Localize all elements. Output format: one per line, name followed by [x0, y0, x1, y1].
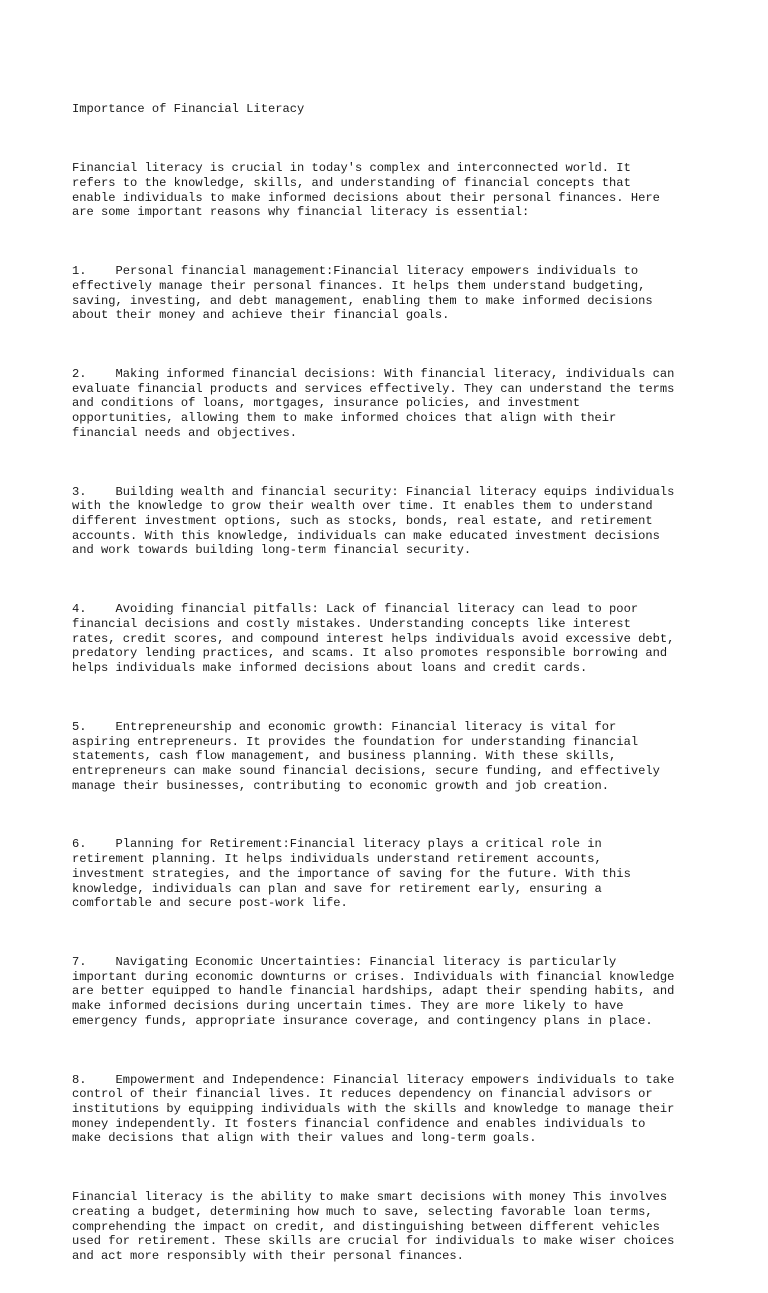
- list-item-economic-uncertainties: 7. Navigating Economic Uncertainties: Financial literacy is particularly important during economic downturns or crises. Individuals with financial knowledge are better equipped to handle financial hardships, adapt their spending habits, and make informed decisions during uncertain times. They are more likely to have emergency funds, appropriate insurance coverage, and contingency plans in place.: [72, 955, 675, 1028]
- list-item-personal-financial-management: 1. Personal financial management:Financial literacy empowers individuals to effectively manage their personal finances. It helps them understand budgeting, saving, investing, and debt management, enabling them to make informed decisions about their money and achieve their financial goals.: [72, 264, 653, 323]
- list-item-entrepreneurship: 5. Entrepreneurship and economic growth: Financial literacy is vital for aspiring entrepreneurs. It provides the foundation for understanding financial statements, cash flow management, and business planning. With these skills, entrepreneurs can make sound financial decisions, secure funding, and effectively manage their businesses, contributing to economic growth and job creation.: [72, 719, 660, 793]
- list-item-retirement-planning: 6. Planning for Retirement:Financial literacy plays a critical role in retirement planning. It helps individuals understand retirement accounts, investment strategies, and the importance of saving for the future. With this knowledge, individuals can plan and save for retirement early, ensuring a comfortable and secure post-work life.: [72, 837, 631, 911]
- closing-paragraph: Financial literacy is the ability to make smart decisions with money This involves creating a budget, determining how much to save, selecting favorable loan terms, comprehending the impact on credit, and distinguishing between different vehicles used for retirement. These skills are crucial for individuals to make wiser choices and act more responsibly with their personal finances.: [72, 1190, 675, 1264]
- list-item-building-wealth: 3. Building wealth and financial security: Financial literacy equips individuals with the knowledge to grow their wealth over time. It enables them to understand different investment options, such as stocks, bonds, real estate, and retirement accounts. With this knowledge, individuals can make educated investment decisions and work towards building long-term financial security.: [72, 484, 675, 558]
- document-page: [72, 73, 712, 1293]
- document-title: Importance of Financial Literacy: [72, 102, 305, 117]
- list-item-informed-decisions: 2. Making informed financial decisions: With financial literacy, individuals can evaluate financial products and services effectively. They can understand the terms and conditions of loans, mortgages, insurance policies, and investment opportunities, allowing them to make informed choices that align with their financial needs and objectives.: [72, 367, 675, 440]
- list-item-avoiding-pitfalls: 4. Avoiding financial pitfalls: Lack of financial literacy can lead to poor financial decisions and costly mistakes. Understanding concepts like interest rates, credit scores, and compound interest helps individuals avoid excessive debt, predatory lending practices, and scams. It also promotes responsible borrowing and helps individuals make informed decisions about loans and credit cards.: [72, 602, 675, 676]
- intro-paragraph: Financial literacy is crucial in today's complex and interconnected world. It refers to the knowledge, skills, and understanding of financial concepts that enable individuals to make informed decisions about their personal finances. Here are some important reasons why financial literacy is essential:: [72, 161, 660, 220]
- list-item-empowerment: 8. Empowerment and Independence: Financial literacy empowers individuals to take control of their financial lives. It reduces dependency on financial advisors or institutions by equipping individuals with the skills and knowledge to manage their money independently. It fosters financial confidence and enables individuals to make decisions that align with their values and long-term goals.: [72, 1072, 675, 1146]
